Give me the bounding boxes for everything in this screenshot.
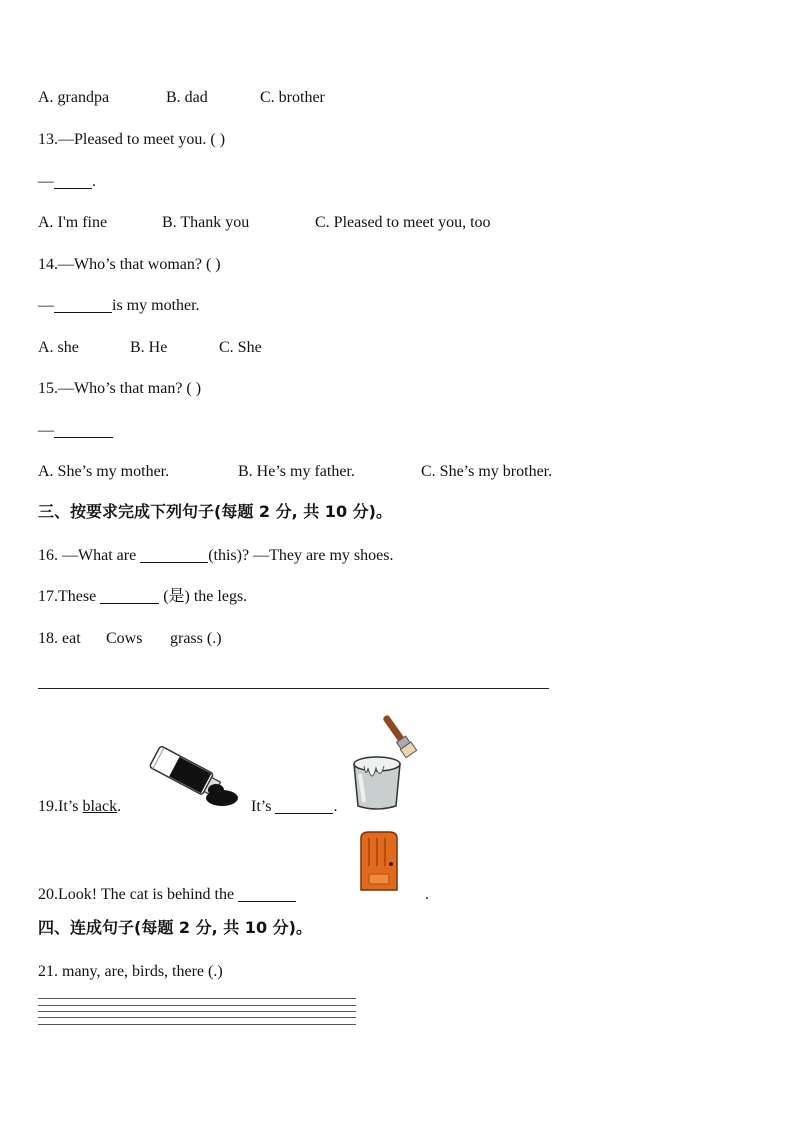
q17 [38, 587, 247, 607]
q16-pre: 16. —What are [38, 547, 141, 564]
writing-line [38, 1024, 356, 1025]
q12-option-a: A. grandpa [38, 89, 110, 106]
q14-option-b: B. He [130, 339, 168, 356]
q13-dash: — [38, 173, 54, 190]
q14-dash: — [38, 297, 54, 314]
q15-option-b: B. He’s my father. [238, 463, 355, 480]
q19-pre: 19.It’s [38, 798, 83, 815]
section-4-heading: 四、连成句子(每题 2 分, 共 10 分)。 [38, 918, 312, 937]
q18-answer-line[interactable] [38, 688, 549, 689]
q13-option-b: B. Thank you [162, 214, 250, 231]
orange-door-icon [357, 830, 401, 894]
q14-answer-line [38, 296, 200, 316]
q14-tail: is my mother. [112, 297, 200, 314]
q19-part-2 [251, 797, 337, 817]
q16 [38, 546, 393, 566]
q14-stem: 14.—Who’s that woman? ( ) [38, 256, 221, 273]
q18-number: 18. [38, 630, 58, 647]
q14-blank[interactable] [54, 296, 112, 313]
q14-option-c: C. She [219, 339, 262, 356]
paint-bucket-brush-icon [346, 708, 428, 812]
q13-option-a: A. I'm fine [38, 214, 108, 231]
q15-answer-line [38, 421, 113, 441]
writing-line [38, 998, 356, 999]
q19-end: . [333, 798, 338, 815]
q18-word-2: Cows [106, 630, 143, 647]
q15-blank[interactable] [54, 421, 113, 438]
q19-dot: . [117, 798, 122, 815]
q13-blank[interactable] [54, 172, 92, 189]
q13-answer-line [38, 172, 96, 192]
q20-pre: 20.Look! The cat is behind the [38, 886, 239, 903]
q14-option-a: A. she [38, 339, 79, 356]
q20 [38, 885, 296, 905]
q19-pre2: It’s [251, 798, 276, 815]
q13-end: . [92, 173, 96, 190]
writing-line [38, 1005, 356, 1006]
q12-option-c: C. brother [260, 89, 325, 106]
q15-option-c: C. She’s my brother. [421, 463, 553, 480]
q18-word-1: eat [62, 630, 81, 647]
q19-blank[interactable] [275, 797, 333, 814]
q15-option-a: A. She’s my mother. [38, 463, 170, 480]
writing-line [38, 1017, 356, 1018]
writing-line [38, 1011, 356, 1012]
q13-stem: 13.—Pleased to meet you. ( ) [38, 131, 226, 148]
q17-pre: 17.These [38, 588, 101, 605]
section-3-heading: 三、按要求完成下列句子(每题 2 分, 共 10 分)。 [38, 502, 392, 521]
q15-dash: — [38, 422, 54, 439]
q16-blank[interactable] [140, 546, 208, 563]
q13-option-c: C. Pleased to meet you, too [315, 214, 491, 231]
q17-blank[interactable] [100, 587, 159, 604]
q17-post: (是) the legs. [159, 588, 248, 605]
q19-underlined-word: black [82, 798, 118, 815]
q19-part-1 [38, 797, 121, 817]
q12-option-b: B. dad [166, 89, 208, 106]
q20-blank[interactable] [238, 885, 296, 902]
q15-stem: 15.—Who’s that man? ( ) [38, 380, 202, 397]
q16-post: (this)? —They are my shoes. [208, 547, 394, 564]
black-paint-tube-icon [144, 738, 240, 810]
q18-word-3: grass (.) [170, 630, 222, 647]
q21-text: 21. many, are, birds, there (.) [38, 963, 223, 980]
q20-end: . [425, 886, 429, 903]
